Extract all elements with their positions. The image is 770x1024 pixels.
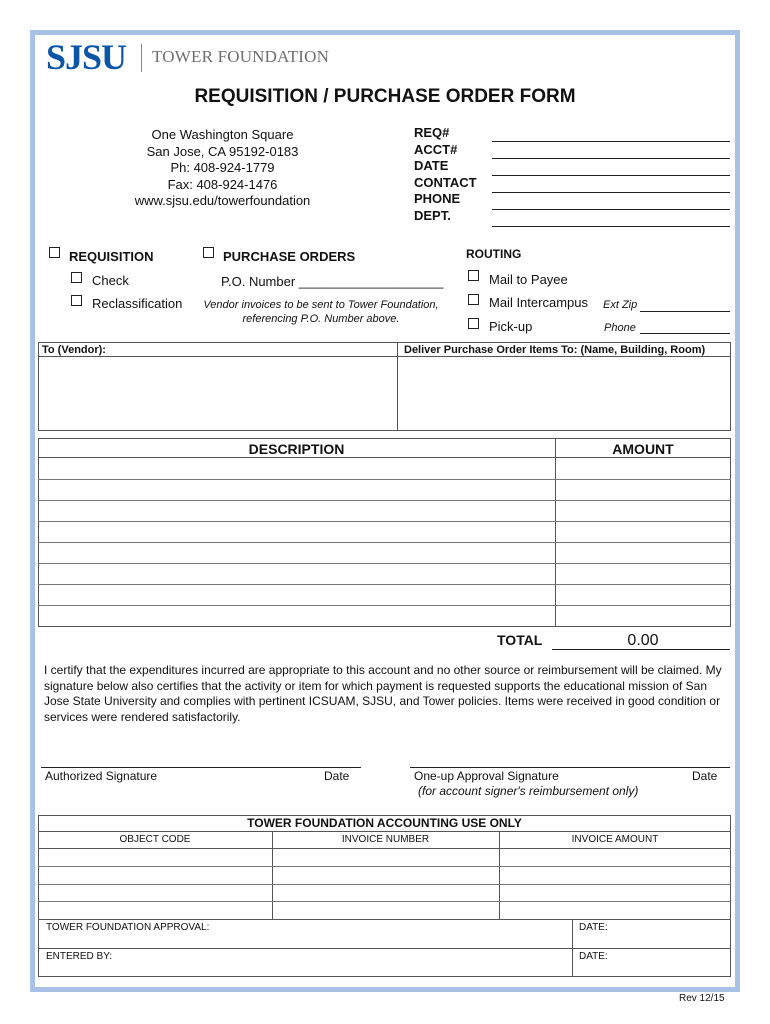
total-value[interactable]: 0.00: [627, 632, 659, 649]
requisition-checkbox[interactable]: [49, 247, 60, 258]
vendor-note-line1: Vendor invoices to be sent to Tower Foundation,: [203, 299, 439, 311]
vendor-note: [196, 298, 446, 326]
form-title: REQUISITION / PURCHASE ORDER FORM: [194, 86, 576, 107]
entered-date-label: DATE:: [579, 951, 608, 962]
reclassification-label: Reclassification: [92, 296, 183, 311]
revision-label: Rev 12/15: [679, 993, 725, 1004]
items-row-line: [38, 542, 731, 543]
req-field[interactable]: [492, 141, 730, 142]
sjsu-logo: SJSU: [46, 37, 127, 77]
authorized-signature-line[interactable]: [41, 767, 361, 768]
contact-label: CONTACT: [414, 174, 477, 190]
approval-date-label: DATE:: [579, 922, 608, 933]
acct-field[interactable]: [492, 158, 730, 159]
requisition-label: REQUISITION: [69, 249, 154, 264]
oneup-note: (for account signer's reimbursement only): [418, 784, 639, 798]
contact-field[interactable]: [492, 192, 730, 193]
deliver-to-input[interactable]: [398, 357, 730, 430]
phone-field[interactable]: [492, 209, 730, 210]
check-label: Check: [92, 273, 129, 288]
amount-header: AMOUNT: [612, 441, 674, 457]
total-underline: [552, 649, 730, 650]
info-labels: [414, 125, 477, 225]
to-vendor-label: To (Vendor):: [42, 344, 106, 356]
certification-text: I certify that the expenditures incurred are appropriate to this account and no other source or reimbursement will be claimed. My signature below also certifies that the activity or item for which payment is requested supports the educational mission of San Jose State University and complies with pertinent ICSUAM, SJSU, and Tower policies. Items were received in good condition or services were rendered satisfactorily.: [44, 663, 722, 724]
phone-label: PHONE: [414, 191, 461, 207]
mail-intercampus-checkbox[interactable]: [468, 294, 479, 305]
oneup-signature-line[interactable]: [410, 767, 730, 768]
address-block: [110, 127, 335, 210]
authorized-signature-label: Authorized Signature: [45, 769, 158, 783]
deliver-to-label: Deliver Purchase Order Items To: (Name, Building, Room): [404, 344, 706, 356]
check-checkbox[interactable]: [71, 272, 82, 283]
accounting-row-line: [38, 848, 731, 849]
approval-row-line: [38, 948, 731, 949]
date-label: DATE: [414, 158, 449, 174]
accounting-row-line: [38, 884, 731, 885]
mail-intercampus-label: Mail Intercampus: [489, 295, 588, 310]
routing-phone-label: Phone: [604, 322, 636, 334]
items-row-line: [38, 479, 731, 480]
tower-foundation-logo: TOWER FOUNDATION: [152, 47, 330, 66]
address-line1: One Washington Square: [151, 127, 294, 142]
ext-zip-label: Ext Zip: [603, 299, 638, 311]
purchase-orders-checkbox[interactable]: [203, 247, 214, 258]
address-web[interactable]: www.sjsu.edu/towerfoundation: [134, 193, 311, 208]
oneup-signature-label: One-up Approval Signature: [414, 769, 559, 783]
address-phone: Ph: 408-924-1779: [170, 160, 275, 175]
dept-field[interactable]: [492, 226, 730, 227]
vendor-note-line2: referencing P.O. Number above.: [242, 313, 400, 325]
address-fax: Fax: 408-924-1476: [167, 176, 278, 192]
acct-label: ACCT#: [414, 141, 458, 157]
purchase-orders-label: PURCHASE ORDERS: [223, 249, 356, 264]
accounting-title: TOWER FOUNDATION ACCOUNTING USE ONLY: [247, 816, 522, 830]
accounting-row-line: [38, 901, 731, 902]
ext-zip-field[interactable]: [640, 311, 730, 312]
items-header-line: [38, 457, 731, 458]
accounting-row-line: [38, 919, 731, 920]
items-row-line: [38, 521, 731, 522]
date2-label: Date: [692, 769, 718, 783]
accounting-title-line: [38, 831, 731, 832]
entered-by-label: ENTERED BY:: [46, 951, 113, 962]
approval-label: TOWER FOUNDATION APPROVAL:: [46, 922, 210, 933]
routing-phone-field[interactable]: [640, 333, 730, 334]
items-row-line: [38, 584, 731, 585]
date-field[interactable]: [492, 175, 730, 176]
date1-label: Date: [324, 769, 350, 783]
invoice-number-header: INVOICE NUMBER: [341, 834, 430, 845]
total-label: TOTAL: [497, 632, 543, 648]
po-number-field[interactable]: P.O. Number ____________________: [221, 274, 444, 289]
items-table: [38, 438, 731, 627]
req-label: REQ#: [414, 125, 450, 140]
items-divider: [555, 438, 556, 627]
reclassification-checkbox[interactable]: [71, 295, 82, 306]
description-header: DESCRIPTION: [248, 441, 345, 457]
items-row-line: [38, 500, 731, 501]
dept-label: DEPT.: [414, 207, 451, 223]
logo-divider: [141, 44, 142, 72]
accounting-row-line: [38, 866, 731, 867]
pickup-checkbox[interactable]: [468, 318, 479, 329]
mail-payee-checkbox[interactable]: [468, 270, 479, 281]
mail-payee-label: Mail to Payee: [489, 272, 568, 287]
vendor-input[interactable]: [39, 357, 396, 430]
items-row-line: [38, 605, 731, 606]
address-line2: San Jose, CA 95192-0183: [146, 143, 299, 159]
pickup-label: Pick-up: [489, 319, 533, 334]
items-row-line: [38, 563, 731, 564]
routing-title: ROUTING: [466, 247, 522, 261]
object-code-header: OBJECT CODE: [119, 834, 191, 845]
invoice-amount-header: INVOICE AMOUNT: [571, 834, 659, 845]
